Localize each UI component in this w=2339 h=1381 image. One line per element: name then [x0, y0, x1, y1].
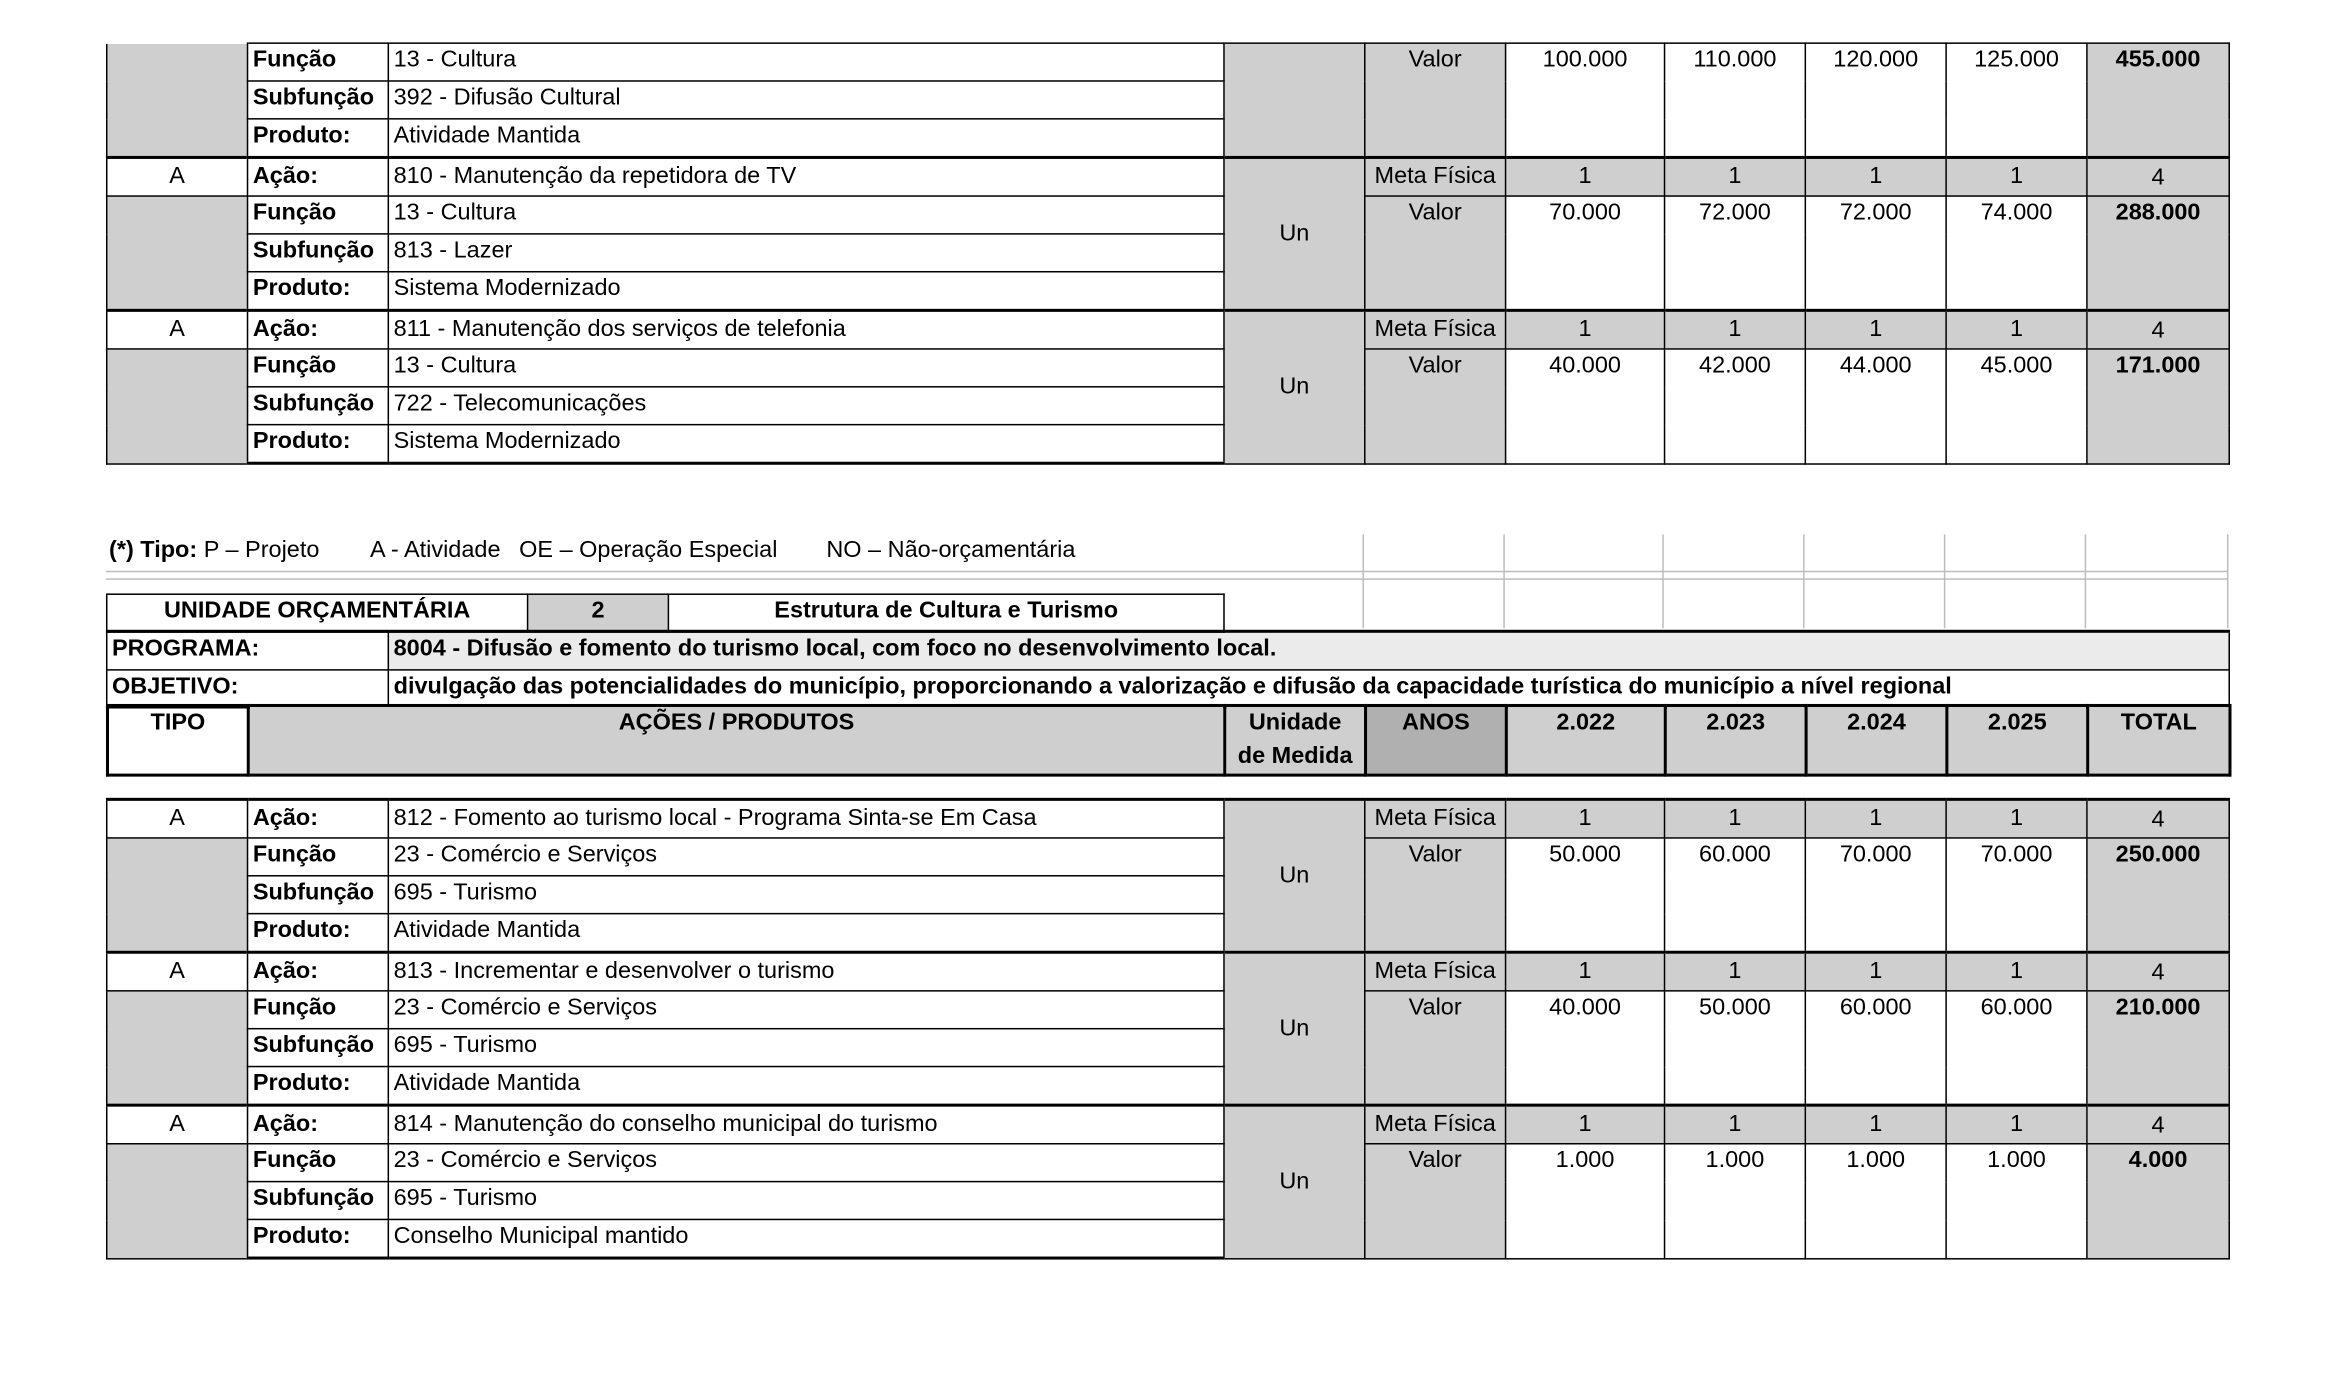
header-table	[106, 704, 2232, 777]
subfuncao-value: 695 - Turismo	[388, 1182, 1224, 1220]
valor-2025: 45.000	[1946, 349, 2087, 463]
funcao-value: 23 - Comércio e Serviços	[388, 991, 1224, 1029]
subfuncao-label: Subfunção	[248, 1182, 389, 1220]
valor-2022: 70.000	[1506, 196, 1665, 310]
valor-label: Valor	[1365, 349, 1506, 463]
valor-total: 4.000	[2087, 1144, 2229, 1258]
action-description: 813 - Incrementar e desenvolver o turismo	[388, 952, 1224, 991]
produto-value: Atividade Mantida	[388, 119, 1224, 158]
valor-2022: 1.000	[1506, 1144, 1665, 1258]
tipo-empty	[107, 43, 248, 157]
produto-label: Produto:	[248, 914, 389, 953]
header-year-2023: 2.023	[1665, 705, 1806, 775]
valor-2022: 40.000	[1506, 349, 1665, 463]
valor-2025: 60.000	[1946, 991, 2087, 1105]
action-description: 810 - Manutenção da repetidora de TV	[388, 157, 1224, 196]
meta-fisica-label: Meta Física	[1365, 157, 1506, 196]
action-tipo: A	[107, 157, 248, 196]
header-tipo: TIPO	[107, 705, 248, 775]
meta-total: 4	[2087, 310, 2229, 349]
subfuncao-label: Subfunção	[248, 387, 389, 425]
valor-2025: 70.000	[1946, 838, 2087, 952]
valor-2024: 120.000	[1805, 43, 1946, 157]
subfuncao-value: 695 - Turismo	[388, 1029, 1224, 1067]
produto-value: Atividade Mantida	[388, 1067, 1224, 1106]
funcao-value: 23 - Comércio e Serviços	[388, 1144, 1224, 1182]
programa-table	[106, 630, 2230, 709]
subfuncao-label: Subfunção	[248, 81, 389, 119]
tipo-footnote	[109, 537, 1075, 564]
subfuncao-value: 722 - Telecomunicações	[388, 387, 1224, 425]
meta-fisica-label: Meta Física	[1365, 799, 1506, 838]
valor-label: Valor	[1365, 991, 1506, 1105]
valor-label: Valor	[1365, 1144, 1506, 1258]
produto-value: Conselho Municipal mantido	[388, 1219, 1224, 1258]
valor-2024: 72.000	[1805, 196, 1946, 310]
valor-total: 210.000	[2087, 991, 2229, 1105]
bottom-actions-table	[106, 798, 2230, 1260]
programa-value: 8004 - Difusão e fomento do turismo local, com foco no desenvolvimento local.	[388, 631, 2229, 670]
valor-2022: 40.000	[1506, 991, 1665, 1105]
meta-2024: 1	[1805, 1105, 1946, 1144]
top-actions-table	[106, 42, 2230, 464]
faint-grid	[1222, 534, 2229, 592]
header-year-2022: 2.022	[1506, 705, 1665, 775]
unidade-name: Estrutura de Cultura e Turismo	[668, 594, 1224, 632]
header-total: TOTAL	[2088, 705, 2230, 775]
valor-label: Valor	[1365, 196, 1506, 310]
valor-2024: 60.000	[1805, 991, 1946, 1105]
action-label: Ação:	[248, 1105, 389, 1144]
meta-2025: 1	[1946, 799, 2087, 838]
meta-2025: 1	[1946, 952, 2087, 991]
valor-2023: 60.000	[1665, 838, 1806, 952]
produto-value: Sistema Modernizado	[388, 425, 1224, 464]
valor-2024: 1.000	[1805, 1144, 1946, 1258]
funcao-value: 13 - Cultura	[388, 196, 1224, 234]
header-year-2024: 2.024	[1806, 705, 1947, 775]
subfuncao-value: 392 - Difusão Cultural	[388, 81, 1224, 119]
funcao-value: 13 - Cultura	[388, 43, 1224, 81]
produto-label: Produto:	[248, 1219, 389, 1258]
faint-gridline	[1944, 534, 1946, 628]
action-tipo: A	[107, 1105, 248, 1144]
unidade-medida: Un	[1224, 157, 1365, 310]
funcao-label: Função	[248, 349, 389, 387]
action-description: 812 - Fomento ao turismo local - Programa Sinta-se Em Casa	[388, 799, 1224, 838]
funcao-label: Função	[248, 991, 389, 1029]
unidade-orcamentaria-table	[106, 593, 1225, 632]
faint-gridline	[2085, 534, 2087, 628]
valor-2022: 100.000	[1506, 43, 1665, 157]
funcao-value: 13 - Cultura	[388, 349, 1224, 387]
meta-2024: 1	[1805, 799, 1946, 838]
valor-2025: 74.000	[1946, 196, 2087, 310]
valor-2025: 1.000	[1946, 1144, 2087, 1258]
footnote-atividade: A - Atividade	[370, 537, 501, 564]
valor-label: Valor	[1365, 838, 1506, 952]
meta-total: 4	[2087, 157, 2229, 196]
subfuncao-label: Subfunção	[248, 876, 389, 914]
objetivo-value: divulgação das potencialidades do município, proporcionando a valorização e difusão da capacidade turística do município a nível regional	[388, 670, 2229, 708]
subfuncao-value: 695 - Turismo	[388, 876, 1224, 914]
subfuncao-value: 813 - Lazer	[388, 234, 1224, 272]
programa-label: PROGRAMA:	[107, 631, 389, 670]
valor-2024: 44.000	[1805, 349, 1946, 463]
valor-2023: 42.000	[1665, 349, 1806, 463]
action-tipo: A	[107, 952, 248, 991]
meta-fisica-label: Meta Física	[1365, 1105, 1506, 1144]
header-unidade-line2: de Medida	[1237, 743, 1353, 770]
tipo-empty	[107, 1144, 248, 1258]
valor-2023: 72.000	[1665, 196, 1806, 310]
subfuncao-label: Subfunção	[248, 234, 389, 272]
meta-2022: 1	[1506, 310, 1665, 349]
tipo-empty	[107, 838, 248, 952]
funcao-label: Função	[248, 43, 389, 81]
valor-total: 288.000	[2087, 196, 2229, 310]
faint-gridline	[1363, 534, 1365, 628]
meta-2022: 1	[1506, 952, 1665, 991]
produto-label: Produto:	[248, 425, 389, 464]
faint-gridline	[1662, 534, 1664, 628]
produto-label: Produto:	[248, 272, 389, 311]
tipo-empty	[107, 349, 248, 463]
unidade-label: UNIDADE ORÇAMENTÁRIA	[107, 594, 528, 632]
action-label: Ação:	[248, 310, 389, 349]
unidade-medida: Un	[1224, 1105, 1365, 1258]
valor-total: 250.000	[2087, 838, 2229, 952]
faint-gridline	[1803, 534, 1805, 628]
footnote-label: Tipo:	[140, 537, 198, 564]
action-label: Ação:	[248, 799, 389, 838]
action-tipo: A	[107, 799, 248, 838]
action-tipo: A	[107, 310, 248, 349]
meta-2025: 1	[1946, 157, 2087, 196]
meta-2023: 1	[1665, 952, 1806, 991]
valor-2022: 50.000	[1506, 838, 1665, 952]
header-unidade-line1: Unidade	[1248, 710, 1342, 736]
meta-2023: 1	[1665, 1105, 1806, 1144]
meta-fisica-label: Meta Física	[1365, 310, 1506, 349]
faint-gridline	[2227, 534, 2229, 628]
meta-2023: 1	[1665, 310, 1806, 349]
meta-2023: 1	[1665, 157, 1806, 196]
valor-2023: 1.000	[1665, 1144, 1806, 1258]
valor-total: 171.000	[2087, 349, 2229, 463]
funcao-label: Função	[248, 1144, 389, 1182]
meta-total: 4	[2087, 1105, 2229, 1144]
action-description: 814 - Manutenção do conselho municipal do turismo	[388, 1105, 1224, 1144]
meta-2025: 1	[1946, 310, 2087, 349]
tipo-empty	[107, 991, 248, 1105]
faint-gridline	[1503, 534, 1505, 628]
action-description: 811 - Manutenção dos serviços de telefonia	[388, 310, 1224, 349]
meta-2022: 1	[1506, 799, 1665, 838]
meta-2024: 1	[1805, 952, 1946, 991]
action-label: Ação:	[248, 952, 389, 991]
valor-label: Valor	[1365, 43, 1506, 157]
footnote-nao-orcamentaria: NO – Não-orçamentária	[826, 537, 1076, 564]
funcao-label: Função	[248, 838, 389, 876]
header-anos: ANOS	[1366, 705, 1507, 775]
unidade-medida: Un	[1224, 310, 1365, 463]
meta-total: 4	[2087, 799, 2229, 838]
unidade-number: 2	[528, 594, 669, 632]
meta-2023: 1	[1665, 799, 1806, 838]
objetivo-label: OBJETIVO:	[107, 670, 389, 708]
footnote-prefix: (*)	[109, 537, 134, 564]
subfuncao-label: Subfunção	[248, 1029, 389, 1067]
produto-value: Atividade Mantida	[388, 914, 1224, 953]
valor-2023: 50.000	[1665, 991, 1806, 1105]
valor-2024: 70.000	[1805, 838, 1946, 952]
meta-2024: 1	[1805, 157, 1946, 196]
meta-2022: 1	[1506, 157, 1665, 196]
valor-total: 455.000	[2087, 43, 2229, 157]
header-year-2025: 2.025	[1947, 705, 2088, 775]
meta-2022: 1	[1506, 1105, 1665, 1144]
valor-2023: 110.000	[1665, 43, 1806, 157]
produto-value: Sistema Modernizado	[388, 272, 1224, 311]
meta-total: 4	[2087, 952, 2229, 991]
header-unidade-medida	[1225, 705, 1366, 775]
footnote-operacao-especial: OE – Operação Especial	[519, 537, 778, 564]
tipo-empty	[107, 196, 248, 310]
unidade-medida: Un	[1224, 799, 1365, 952]
unidade-medida-empty	[1224, 43, 1365, 157]
unidade-medida: Un	[1224, 952, 1365, 1105]
header-acoes-produtos: AÇÕES / PRODUTOS	[248, 705, 1224, 775]
meta-2024: 1	[1805, 310, 1946, 349]
meta-2025: 1	[1946, 1105, 2087, 1144]
funcao-label: Função	[248, 196, 389, 234]
produto-label: Produto:	[248, 1067, 389, 1106]
valor-2025: 125.000	[1946, 43, 2087, 157]
footnote-projeto: P – Projeto	[203, 537, 320, 564]
funcao-value: 23 - Comércio e Serviços	[388, 838, 1224, 876]
action-label: Ação:	[248, 157, 389, 196]
produto-label: Produto:	[248, 119, 389, 158]
meta-fisica-label: Meta Física	[1365, 952, 1506, 991]
